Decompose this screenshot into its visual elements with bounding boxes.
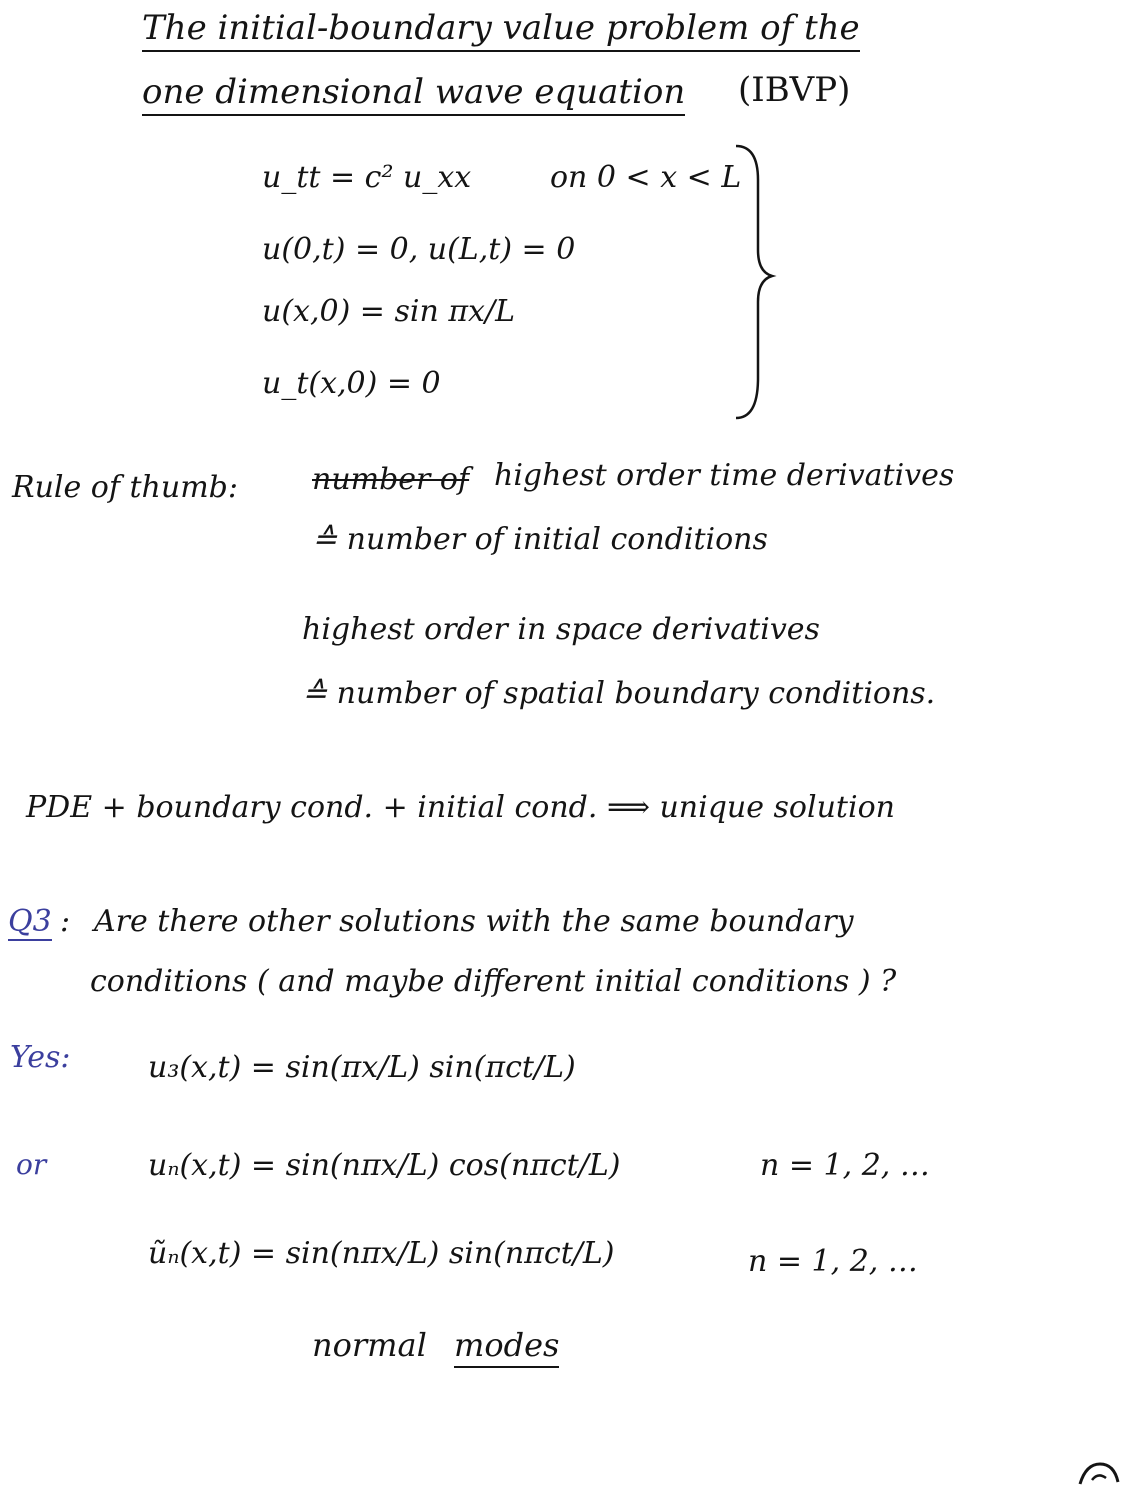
equation-initial-displacement: u(x,0) = sin πx/L	[262, 294, 515, 329]
solution-un: uₙ(x,t) = sin(nπx/L) cos(nπct/L)	[148, 1148, 621, 1183]
question-label: Q3	[8, 904, 52, 939]
solution-un-tilde-range: n = 1, 2, …	[748, 1244, 918, 1279]
rule-line-2: ≙ number of initial conditions	[312, 522, 768, 557]
question-line-1: Are there other solutions with the same boundary	[94, 904, 854, 939]
system-brace	[728, 140, 778, 425]
title-line-2: one dimensional wave equation	[142, 72, 685, 112]
equation-initial-velocity: u_t(x,0) = 0	[262, 366, 441, 401]
closing-word-2: modes	[454, 1326, 559, 1364]
uniqueness-statement: PDE + boundary cond. + initial cond. ⟹ unique solution	[26, 790, 895, 825]
equation-pde: u_tt = c² u_xx	[262, 160, 472, 195]
corner-scribble-mark	[1076, 1458, 1122, 1486]
question-line-2: conditions ( and maybe different initial conditions ) ?	[90, 964, 897, 999]
closing-word-1: normal	[312, 1326, 427, 1364]
rule-line-3: highest order in space derivatives	[302, 612, 820, 647]
equation-boundary-conditions: u(0,t) = 0, u(L,t) = 0	[262, 232, 576, 267]
title-line-1: The initial-boundary value problem of the	[142, 8, 860, 48]
solution-un-range: n = 1, 2, …	[760, 1148, 930, 1183]
title-tag: (IBVP)	[738, 70, 851, 110]
rule-line-1: highest order time derivatives	[494, 458, 955, 493]
rule-struck-text: number of	[312, 462, 470, 497]
solution-u3: u₃(x,t) = sin(πx/L) sin(πct/L)	[148, 1050, 576, 1085]
answer-or: or	[16, 1148, 47, 1181]
solution-un-tilde: ũₙ(x,t) = sin(nπx/L) sin(nπct/L)	[148, 1236, 615, 1271]
equation-domain: on 0 < x < L	[550, 160, 742, 195]
rule-label: Rule of thumb:	[12, 470, 238, 505]
answer-yes: Yes:	[10, 1040, 71, 1075]
question-colon: :	[60, 904, 71, 939]
rule-line-4: ≙ number of spatial boundary conditions.	[302, 676, 936, 711]
